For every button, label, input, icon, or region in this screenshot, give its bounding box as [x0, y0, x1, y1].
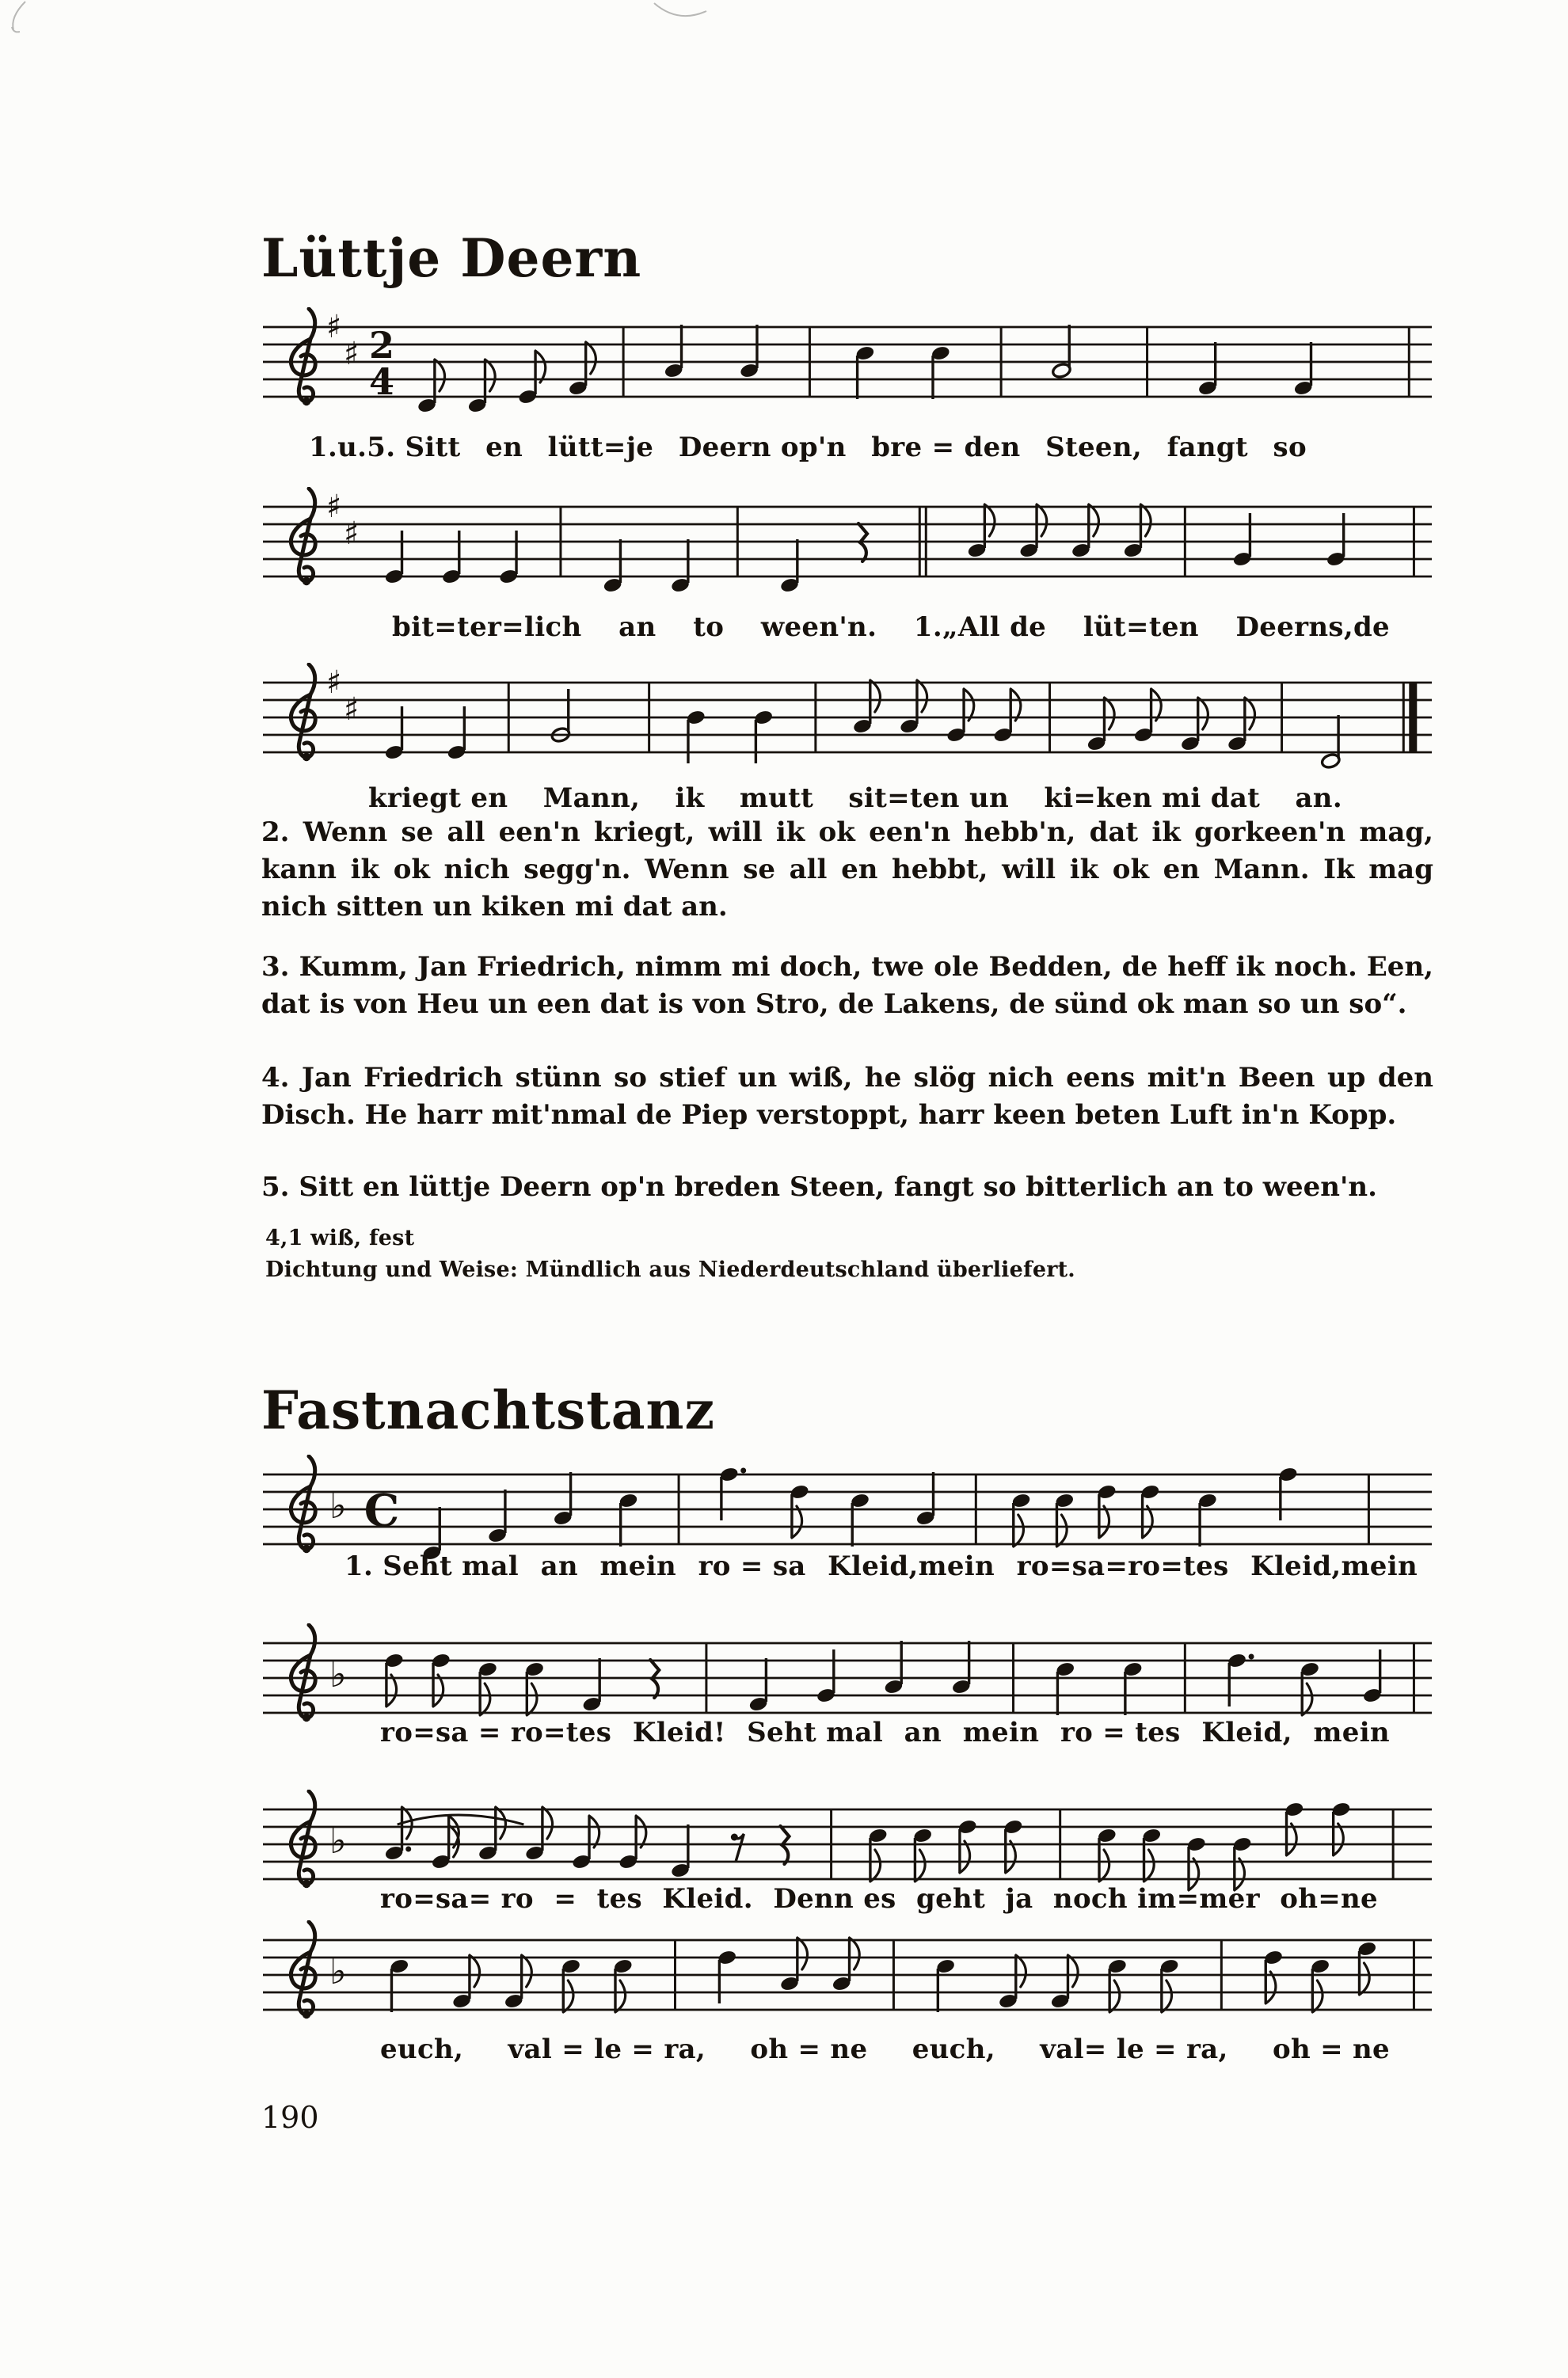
lyric-word: ro = tes: [1060, 1717, 1181, 1748]
lyric-line: [380, 2034, 1390, 2065]
lyric-word: oh=ne: [1280, 1883, 1378, 1915]
page-number: 190: [261, 2100, 319, 2135]
lyric-word: mein: [599, 1550, 676, 1582]
lyric-word: an: [618, 611, 657, 643]
lyric-word: to: [693, 611, 725, 643]
lyric-word: val= le = ra,: [1040, 2034, 1228, 2065]
lyric-word: ro=sa= ro: [380, 1883, 534, 1915]
verse-5: 5. Sitt en lüttje Deern op'n breden Steen, fangt so bitterlich an to ween'n.: [261, 1171, 1377, 1203]
lyric-word: bre = den: [871, 432, 1021, 463]
svg-text:♯: ♯: [326, 309, 342, 345]
lyric-word: an: [540, 1550, 578, 1582]
lyric-word: lütt=je: [547, 432, 654, 463]
music-staff-1: [261, 307, 1433, 442]
lyric-word: ro=sa=ro=tes: [1016, 1550, 1229, 1582]
lyric-word: Kleid,mein: [828, 1550, 995, 1582]
footnote-source: Dichtung und Weise: Mündlich aus Niederdeutschland überliefert.: [265, 1257, 1075, 1282]
lyric-word: an.: [1295, 782, 1342, 814]
lyric-word: mein: [1313, 1717, 1390, 1748]
lyric-word: ik: [675, 782, 705, 814]
svg-text:♭: ♭: [329, 1950, 347, 1992]
lyric-word: kriegt en: [368, 782, 508, 814]
lyric-word: Kleid,mein: [1250, 1550, 1418, 1582]
verse-4: 4. Jan Friedrich stünn so stief un wiß, he slög nich eens mit'n Been up den Disch. He harr mit'nmal de Piep verstoppt, harr keen beten Luft in'n Kopp.: [261, 1062, 1433, 1131]
lyric-line: [380, 1717, 1390, 1748]
svg-text:♯: ♯: [344, 516, 360, 552]
lyric-word: Kleid!: [632, 1717, 726, 1748]
svg-text:2: 2: [368, 324, 395, 367]
svg-text:♭: ♭: [329, 1484, 347, 1527]
lyric-word: fangt: [1166, 432, 1248, 463]
svg-text:♭: ♭: [329, 1653, 347, 1695]
lyric-word: 1. Seht mal: [344, 1550, 519, 1582]
footnote-gloss: 4,1 wiß, fest: [265, 1226, 415, 1250]
lyric-line: [380, 1883, 1378, 1915]
lyric-word: ro = sa: [698, 1550, 806, 1582]
lyric-word: Mann,: [542, 782, 641, 814]
lyric-word: Deern op'n: [678, 432, 847, 463]
lyric-line: [309, 432, 1307, 463]
svg-text:♯: ♯: [344, 336, 360, 372]
lyric-word: sit=ten un: [848, 782, 1010, 814]
svg-text:4: 4: [368, 360, 395, 403]
song-title: Lüttje Deern: [261, 227, 642, 290]
music-staff-3: [261, 663, 1433, 797]
lyric-word: bit=ter=lich: [392, 611, 582, 643]
music-staff-2: [261, 487, 1433, 622]
lyric-word: ki=ken mi dat: [1044, 782, 1261, 814]
lyric-word: euch,: [380, 2034, 464, 2065]
lyric-word: Steen,: [1045, 432, 1142, 463]
scan-artifact-smudge: [649, 0, 713, 32]
lyric-word: mein: [962, 1717, 1040, 1748]
lyric-word: Seht mal: [747, 1717, 883, 1748]
svg-text:♭: ♭: [329, 1819, 347, 1862]
verse-3: 3. Kumm, Jan Friedrich, nimm mi doch, twe ole Bedden, de heff ik noch. Een, dat is von Heu un een dat is von Stro, de Lakens, de sünd ok man so un so“.: [261, 951, 1433, 1020]
lyric-word: ween'n.: [760, 611, 877, 643]
svg-text:♯: ♯: [326, 664, 342, 701]
scan-artifact-pen-stroke: [5, 0, 52, 55]
lyric-word: =: [554, 1883, 577, 1915]
lyric-word: oh = ne: [750, 2034, 868, 2065]
lyric-line: [368, 782, 1342, 814]
lyric-word: ro=sa = ro=tes: [380, 1717, 612, 1748]
lyric-word: tes: [596, 1883, 642, 1915]
lyric-word: noch im=mer: [1052, 1883, 1260, 1915]
lyric-word: Denn es: [773, 1883, 896, 1915]
lyric-word: Kleid.: [662, 1883, 753, 1915]
lyric-word: geht: [916, 1883, 986, 1915]
lyric-line: [344, 1550, 1418, 1582]
lyric-word: 1.„All de: [913, 611, 1047, 643]
song-title: Fastnachtstanz: [261, 1379, 715, 1442]
verse-2: 2. Wenn se all een'n kriegt, will ik ok een'n hebb'n, dat ik gorkeen'n mag, kann ik ok nich segg'n. Wenn se all en hebbt, will ik ok en Mann. Ik mag nich sitten un kiken mi dat an.: [261, 816, 1433, 923]
lyric-word: oh = ne: [1272, 2034, 1390, 2065]
lyric-word: so: [1273, 432, 1307, 463]
lyric-word: mutt: [739, 782, 814, 814]
lyric-word: an: [904, 1717, 942, 1748]
lyric-word: euch,: [911, 2034, 995, 2065]
lyric-word: 1.u.5. Sitt: [309, 432, 461, 463]
lyric-word: val = le = ra,: [508, 2034, 706, 2065]
svg-text:♯: ♯: [326, 489, 342, 525]
lyric-word: lüt=ten: [1083, 611, 1199, 643]
lyric-word: en: [485, 432, 523, 463]
lyric-word: Deerns,de: [1235, 611, 1390, 643]
lyric-line: [392, 611, 1390, 643]
lyric-word: Kleid,: [1201, 1717, 1292, 1748]
svg-text:♯: ♯: [344, 691, 360, 728]
svg-text:C: C: [363, 1485, 400, 1537]
lyric-word: ja: [1005, 1883, 1033, 1915]
